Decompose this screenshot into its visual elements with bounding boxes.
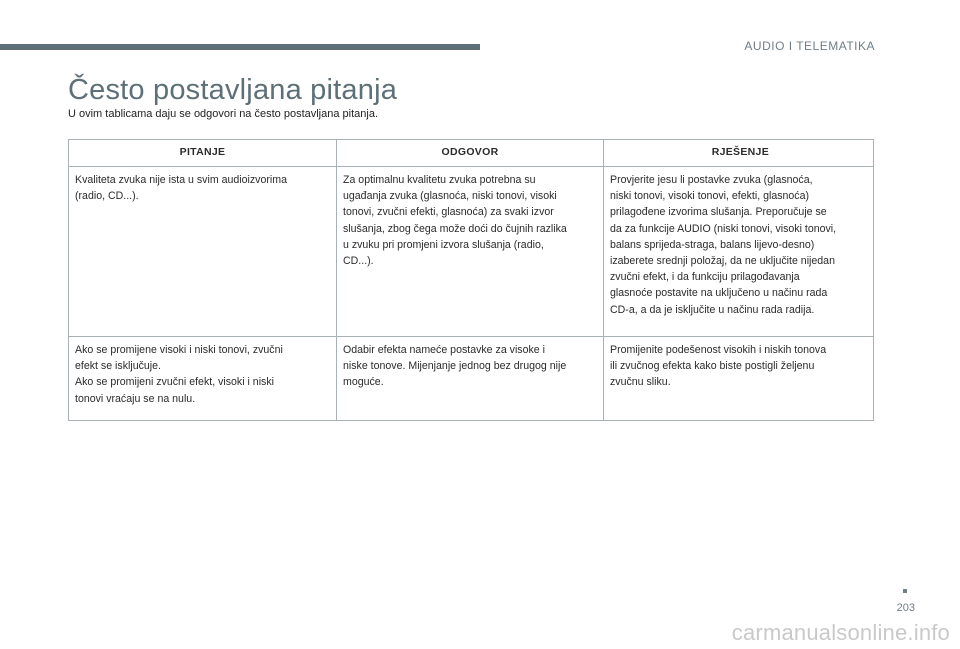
solution-cell	[604, 167, 874, 337]
answer-cell	[337, 337, 604, 421]
table-header-row	[69, 140, 874, 167]
question-text: Ako se promijene visoki i niski tonovi, zvučni efekt se isključuje. Ako se promijeni zvučni efekt, visoki i niski tonovi vraćaju se na nulu.	[75, 344, 283, 405]
column-header-question: PITANJE	[69, 140, 337, 167]
section-title: AUDIO I TELEMATIKA	[744, 39, 875, 53]
answer-cell	[337, 167, 604, 337]
page-marker	[903, 589, 907, 593]
header-accent-bar	[0, 44, 480, 50]
table-row	[69, 167, 874, 337]
answer-text: Za optimalnu kvalitetu zvuka potrebna su ugađanja zvuka (glasnoća, niski tonovi, visoki tonovi, zvučni efekti, glasnoća) za svaki izvor slušanja, zbog čega može doći do čujnih razlika u zvuku pri promjeni izvora slušanja (radio, CD...).	[343, 174, 567, 268]
page-number: 203	[896, 602, 915, 614]
page-title: Često postavljana pitanja	[68, 74, 398, 106]
column-header-solution: RJEŠENJE	[604, 140, 874, 167]
solution-text: Promijenite podešenost visokih i niskih tonova ili zvučnog efekta kako biste postigli željenu zvučnu sliku.	[610, 344, 827, 389]
intro-text: U ovim tablicama daju se odgovori na često postavljana pitanja.	[68, 108, 379, 120]
question-cell	[69, 337, 337, 421]
solution-text: Provjerite jesu li postavke zvuka (glasnoća, niski tonovi, visoki tonovi, efekti, glasnoća) prilagođene izvorima slušanja. Preporučuje se da za funkcije AUDIO (niski tonovi, visoki tonovi, balans sprijeda-straga, balans lijevo-desno) izaberete srednji položaj, da ne uključite nijedan zvučni efekt, i da funkciju prilagođavanja glasnoće postavite na uključeno u načinu rada CD-a, a da je isključite u načinu rada radija.	[610, 174, 837, 316]
answer-text: Odabir efekta nameće postavke za visoke i niske tonove. Mijenjanje jednog bez drugog nije moguće.	[343, 344, 567, 389]
question-text: Kvaliteta zvuka nije ista u svim audioizvorima (radio, CD...).	[75, 174, 287, 203]
table-row	[69, 337, 874, 421]
faq-table	[68, 139, 874, 421]
column-header-answer: ODGOVOR	[337, 140, 604, 167]
watermark: carmanualsonline.info	[731, 620, 950, 645]
solution-cell	[604, 337, 874, 421]
question-cell	[69, 167, 337, 337]
